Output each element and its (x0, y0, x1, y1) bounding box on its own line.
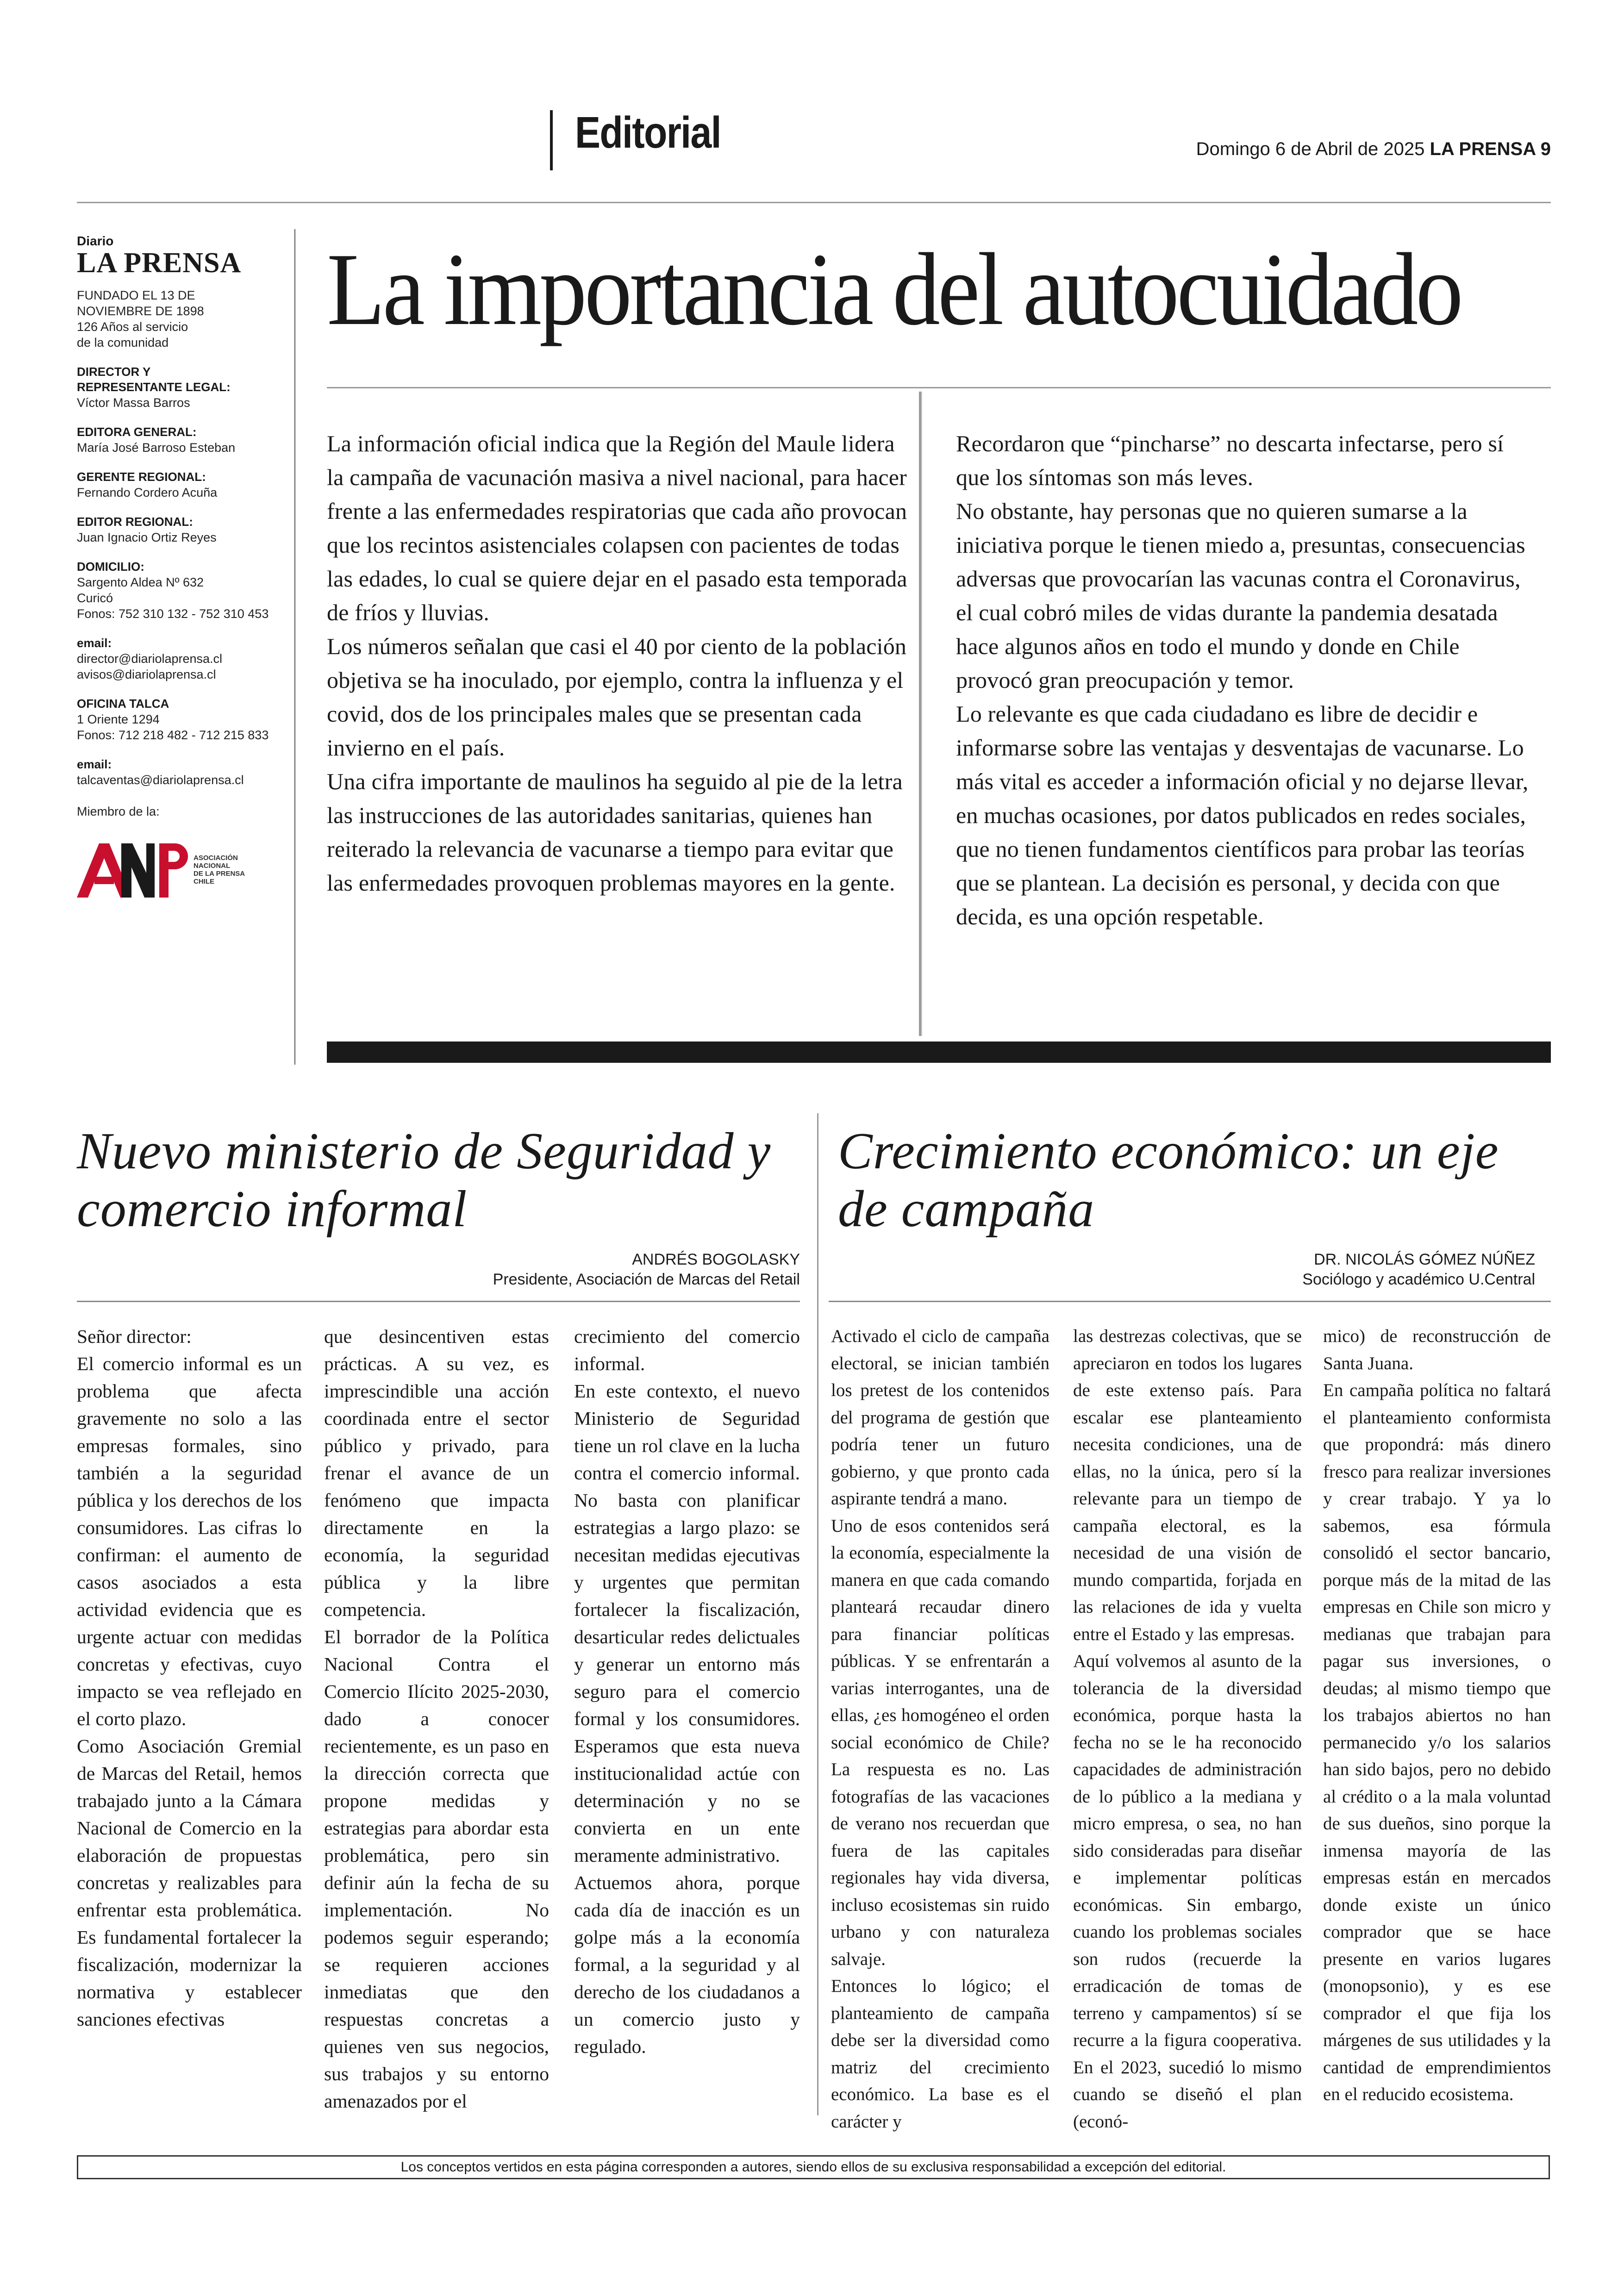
years-line: 126 Años al servicio (77, 320, 188, 334)
email-address[interactable]: director@diariolaprensa.cl (77, 652, 223, 666)
anp-caption-line: DE LA PRENSA (194, 870, 245, 878)
byline-rule (829, 1301, 1551, 1302)
section-divider-bar (550, 110, 553, 170)
op-ed-1-column-2 (324, 1323, 549, 2115)
author-name: ANDRÉS BOGOLASKY (632, 1251, 800, 1268)
domicilio-line: Curicó (77, 591, 113, 605)
op-ed-1-column-3 (574, 1323, 800, 2060)
director-name: Víctor Massa Barros (77, 396, 190, 410)
anp-caption-line: ASOCIACIÓN (194, 854, 238, 862)
email-address[interactable]: avisos@diariolaprensa.cl (77, 667, 216, 681)
email-label: email: (77, 636, 112, 650)
editorial-column-2 (956, 427, 1539, 934)
disclaimer-footer: Los conceptos vertidos en esta página corresponden a autores, siendo ellos de su exclusiva responsabilidad a excepción del editorial. (77, 2155, 1550, 2179)
years-line: de la comunidad (77, 336, 169, 349)
editorial-paragraph: La información oficial indica que la Región del Maule lidera la campaña de vacunación masiva a nivel nacional, para hacer frente a las enfermedades respiratorias que cada año provocan que los recintos asistenciales colapsen con pacientes de todas las edades, lo cual se quiere dejar en el pasado esta temporada de fríos y lluvias. (327, 430, 907, 625)
editorial-headline: La importancia del autocuidado (327, 232, 1461, 347)
email-label: email: (77, 757, 112, 771)
talca-address: 1 Oriente 1294 (77, 712, 160, 726)
op-ed-paragraph: Entonces lo lógico; el planteamiento de campaña debe ser la diversidad como matriz del crecimiento económico. La base es el carácter y (831, 1976, 1049, 2132)
op-ed-paragraph: las destrezas colectivas, que se apreciaron en todos los lugares de este extenso país. Para escalar ese planteamiento necesita condiciones, una de ellas, no la única, pero sí la relevante para un tiempo de campaña electoral, es la necesidad de una visión de mundo compartida, forjada en las relaciones de ida y vuelta entre el Estado y las empresas. (1073, 1326, 1302, 1644)
op-ed-2-column-3 (1323, 1323, 1551, 2108)
op-ed-2-column-2 (1073, 1323, 1302, 2135)
byline-rule (77, 1301, 800, 1302)
op-ed-paragraph: Señor director: (77, 1326, 192, 1347)
anp-logo-icon (77, 840, 188, 900)
masthead-sidebar (77, 229, 295, 1065)
editorial-column-1 (327, 427, 910, 900)
editorial-column-separator (921, 392, 922, 1036)
op-ed-paragraph: crecimiento del comercio informal. (574, 1326, 800, 1374)
op-ed-1-column-1 (77, 1323, 302, 2033)
op-ed-2-column-1 (831, 1323, 1049, 2135)
op-ed-1-byline (77, 1250, 800, 1290)
founded-line: FUNDADO EL 13 DE (77, 288, 195, 302)
op-ed-1-headline: Nuevo ministerio de Seguridad y comercio informal (77, 1123, 771, 1238)
op-ed-paragraph: El comercio informal es un problema que afecta gravemente no solo a las empresas formales, sino también a la seguridad pública y los derechos de los consumidores. Las cifras lo confirman: el aumento de casos asociados a esta actividad evidencia que es urgente actuar con medidas concretas y efectivas, cuyo impacto se vea reflejado en el corto plazo. (77, 1353, 302, 1729)
domicilio-line: Sargento Aldea Nº 632 (77, 575, 204, 589)
editorial-rule (327, 387, 1551, 388)
op-ed-paragraph: En campaña política no faltará el planteamiento conformista que propondrá: más dinero fresco para realizar inversiones y crear trabajo. Y ya lo sabemos, esa fórmula consolidó el sector bancario, porque más de la mitad de las empresas en Chile son micro y medianas que trabajan para pagar sus inversiones, o deudas; al mismo tiempo que los trabajos abiertos no han permanecido y/o los salarios han sido bajos, pero no debido al crédito o a la mala voluntad de sus dueños, sino porque la inmensa mayoría de las empresas están en mercados donde existe un único comprador que se hace presente en varios lugares (monopsonio), y es ese comprador el que fija los márgenes de sus utilidades y la cantidad de emprendimientos en el reducido ecosistema. (1323, 1380, 1551, 2104)
editorial-paragraph: Los números señalan que casi el 40 por ciento de la población objetiva se ha inoculado, por ejemplo, contra la influenza y el covid, dos de los principales males que se presentan cada invierno en el país. (327, 633, 907, 761)
editora-name: María José Barroso Esteban (77, 441, 236, 455)
talca-phones: Fonos: 712 218 482 - 712 215 833 (77, 728, 269, 742)
talca-office-label: OFICINA TALCA (77, 697, 169, 711)
gerente-name: Fernando Cordero Acuña (77, 486, 218, 499)
anp-caption-line: CHILE (194, 878, 214, 886)
anp-caption-line: NACIONAL (194, 862, 231, 870)
domicilio-label: DOMICILIO: (77, 560, 144, 574)
founded-line: NOVIEMBRE DE 1898 (77, 304, 204, 318)
author-name: DR. NICOLÁS GÓMEZ NÚÑEZ (1314, 1251, 1535, 1268)
director-label: REPRESENTANTE LEGAL: (77, 380, 231, 394)
editorial-black-bar (327, 1041, 1551, 1063)
anp-caption (194, 854, 245, 886)
author-role: Sociólogo y académico U.Central (1302, 1271, 1535, 1288)
domicilio-phones: Fonos: 752 310 132 - 752 310 453 (77, 607, 269, 621)
op-ed-paragraph: Aquí volvemos al asunto de la tolerancia de la diversidad económica, porque hasta la fecha no se le ha reconocido capacidades de administración de lo público a la mediana y micro empresa, o sea, no han sido consideradas para diseñar e implementar políticas económicas. Sin embargo, cuando los problemas sociales son rudos (recuerde la erradicación de tomas de terreno y campamentos) sí se recurre a la figura cooperativa. En el 2023, sucedió lo mismo cuando se diseñó el plan (econó- (1073, 1651, 1302, 2132)
editorial-paragraph: Lo relevante es que cada ciudadano es libre de decidir e informarse sobre las ventajas y desventajas de vacunarse. Lo más vital es acceder a información oficial y no dejarse llevar, en muchas ocasiones, por datos publicados en redes sociales, que no tienen fundamentos científicos para probar las teorías que se plantean. La decisión es personal, y decida con que decida, es una opción respetable. (956, 701, 1529, 929)
op-ed-paragraph: Activado el ciclo de campaña electoral, se inician también los pretest de los contenidos del programa de gestión que podría tener un futuro gobierno, y que pronto cada aspirante tendrá a mano. (831, 1326, 1049, 1509)
op-ed-2-headline: Crecimiento económico: un eje de campaña (838, 1123, 1499, 1238)
page-header-date (1196, 139, 1551, 160)
op-ed-paragraph: mico) de reconstrucción de Santa Juana. (1323, 1326, 1551, 1373)
member-label: Miembro de la: (77, 804, 160, 818)
editora-label: EDITORA GENERAL: (77, 425, 197, 439)
editorial-paragraph: Recordaron que “pincharse” no descarta infectarse, pero sí que los síntomas son más leves. (956, 430, 1504, 490)
anp-logo (77, 840, 294, 900)
author-role: Presidente, Asociación de Marcas del Retail (493, 1271, 800, 1288)
gerente-label: GERENTE REGIONAL: (77, 470, 206, 484)
editorial-paragraph: No obstante, hay personas que no quieren sumarse a la iniciativa porque le tienen miedo a, presuntas, consecuencias adversas que provocarían las vacunas contra el Coronavirus, el cual cobró miles de vidas durante la pandemia desatada hace algunos años en todo el mundo y donde en Chile provocó gran preocupación y temor. (956, 498, 1525, 693)
editor-name: Juan Ignacio Ortiz Reyes (77, 530, 217, 544)
op-ed-2-byline (838, 1250, 1535, 1290)
op-ed-paragraph: En este contexto, el nuevo Ministerio de Seguridad tiene un rol clave en la lucha contra el comercio informal. No basta con planificar estrategias a largo plazo: se necesitan medidas ejecutivas y urgentes que permitan fortalecer la fiscalización, desarticular redes delictuales y generar un entorno más seguro para el comercio formal y los consumidores. Esperamos que esta nueva institucionalidad actúe con determinación y no se convierta en un ente meramente administrativo. (574, 1380, 800, 1866)
issue-date: Domingo 6 de Abril de 2025 (1196, 139, 1425, 159)
op-ed-divider (817, 1113, 818, 2115)
editorial-paragraph: Una cifra importante de maulinos ha seguido al pie de la letra las instrucciones de las autoridades sanitarias, quienes han reiterado la relevancia de vacunarse a tiempo para evitar que las enfermedades provoquen problemas mayores en la gente. (327, 768, 903, 896)
director-label: DIRECTOR Y (77, 365, 151, 379)
masthead-diario: Diario (77, 234, 114, 248)
op-ed-paragraph: Uno de esos contenidos será la economía, especialmente la manera en que cada comando planteará recaudar dinero para financiar políticas públicas. Y se enfrentarán a varias interrogantes, una de ellas, ¿es homogéneo el orden social económico de Chile? La respuesta es no. Las fotografías de las vacaciones de verano nos recuerdan que fuera de las capitales regionales hay vida diversa, incluso ecosistemas sin ruido urbano y con naturaleza salvaje. (831, 1515, 1049, 1969)
paper-page-number: LA PRENSA 9 (1430, 139, 1551, 159)
section-title: Editorial (575, 108, 721, 157)
op-ed-paragraph: que desincentiven estas prácticas. A su vez, es imprescindible una acción coordinada entre el sector público y privado, para frenar el avance de un fenómeno que impacta directamente en la economía, la seguridad pública y la libre competencia. (324, 1326, 549, 1620)
op-ed-paragraph: Actuemos ahora, porque cada día de inacción es un golpe más a la economía formal, a la seguridad y al derecho de los ciudadanos a un comercio justo y regulado. (574, 1872, 800, 2057)
editor-label: EDITOR REGIONAL: (77, 515, 193, 529)
email-address[interactable]: talcaventas@diariolaprensa.cl (77, 773, 244, 787)
masthead-name: LA PRENSA (77, 247, 242, 279)
op-ed-paragraph: Como Asociación Gremial de Marcas del Retail, hemos trabajado junto a la Cámara Nacional de Comercio en la elaboración de propuestas concretas y realizables para enfrentar esta problemática. Es fundamental fortalecer la fiscalización, modernizar la normativa y establecer sanciones efectivas (77, 1735, 302, 2030)
header-rule (77, 202, 1551, 203)
op-ed-paragraph: El borrador de la Política Nacional Contra el Comercio Ilícito 2025-2030, dado a conocer recientemente, es un paso en la dirección correcta que propone medidas y estrategias para abordar esta problemática, pero sin definir aún la fecha de su implementación. No podemos seguir esperando; se requieren acciones inmediatas que den respuestas concretas a quienes ven sus negocios, sus trabajos y su entorno amenazados por el (324, 1626, 549, 2112)
